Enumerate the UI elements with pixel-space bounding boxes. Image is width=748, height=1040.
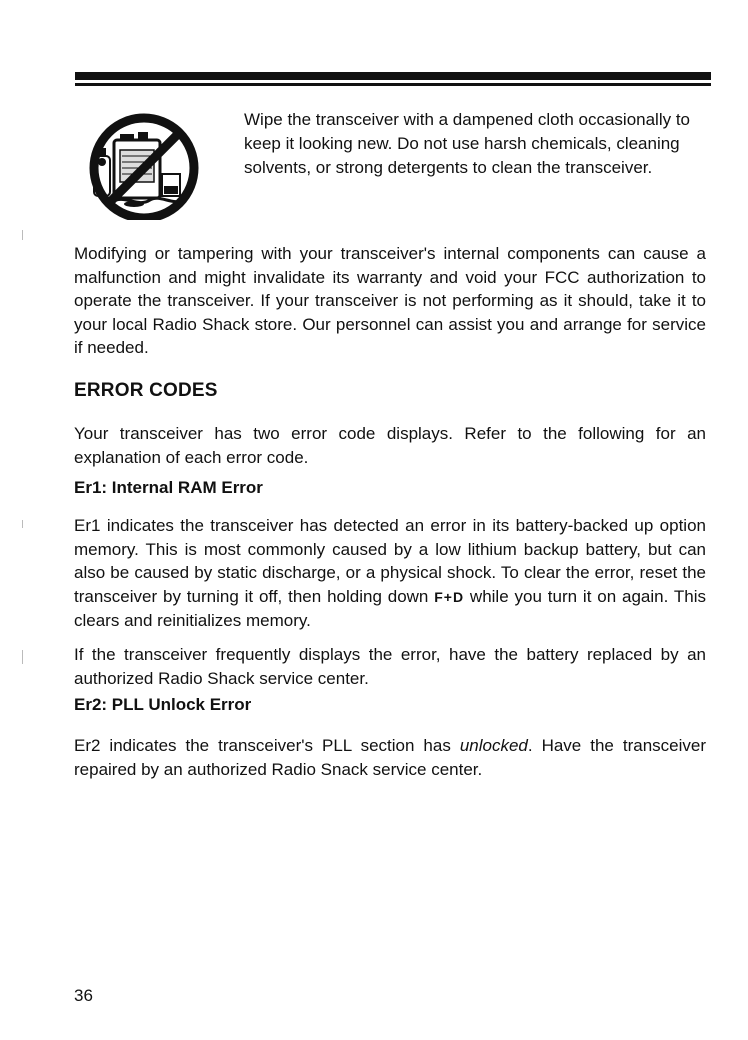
er2-emphasis: unlocked (459, 736, 528, 755)
header-rule-thin (75, 83, 711, 86)
scan-mark (22, 520, 23, 528)
modifying-warning: Modifying or tampering with your transceiver's internal components can cause a malfunction and might invalidate its warranty and void your FCC authorization to operate the transceiver. If your transceiver is not performing as it should, take it to your local Radio Shack store. Our personnel can assist you and arrange for service if needed. (74, 244, 706, 357)
reset-key-combo: F+D (434, 588, 465, 605)
cleaning-instructions: Wipe the transceiver with a dampened cloth occasionally to keep it looking new. Do not use harsh chemicals, cleaning solvents, or strong detergents to clean the transceiver. (244, 110, 691, 177)
scan-mark (22, 650, 23, 664)
no-chemicals-icon (74, 104, 222, 220)
scan-mark (22, 230, 23, 240)
er1-text-start: Er1 indicates the transceiver has detected an error in its battery-backed up option memory. This is most commonly caused by a low lithium backup battery, but can also be caused by static discharge, or a physical shock. To clear the error, reset the transceiver by turning it off, then holding down (74, 516, 706, 606)
error-codes-heading: ERROR CODES (74, 380, 218, 401)
er1-followup: If the transceiver frequently displays the error, have the battery replaced by an authorized Radio Shack service center. (74, 645, 706, 688)
er1-text-end: while you turn it on again. This clears and reinitializes memory. (74, 586, 706, 630)
er2-text-end: . Have the transceiver repaired by an authorized Radio Snack service center. (74, 736, 706, 779)
er2-text-start: Er2 indicates the transceiver's PLL section has (74, 736, 460, 755)
er1-title: Er1: Internal RAM Error (74, 478, 263, 497)
page-number: 36 (74, 986, 93, 1005)
er1-description (74, 514, 706, 633)
error-codes-intro: Your transceiver has two error code displays. Refer to the following for an explanation of each error code. (74, 424, 706, 467)
er2-title: Er2: PLL Unlock Error (74, 695, 252, 714)
er2-description (74, 734, 706, 781)
header-rule-thick (75, 72, 711, 80)
